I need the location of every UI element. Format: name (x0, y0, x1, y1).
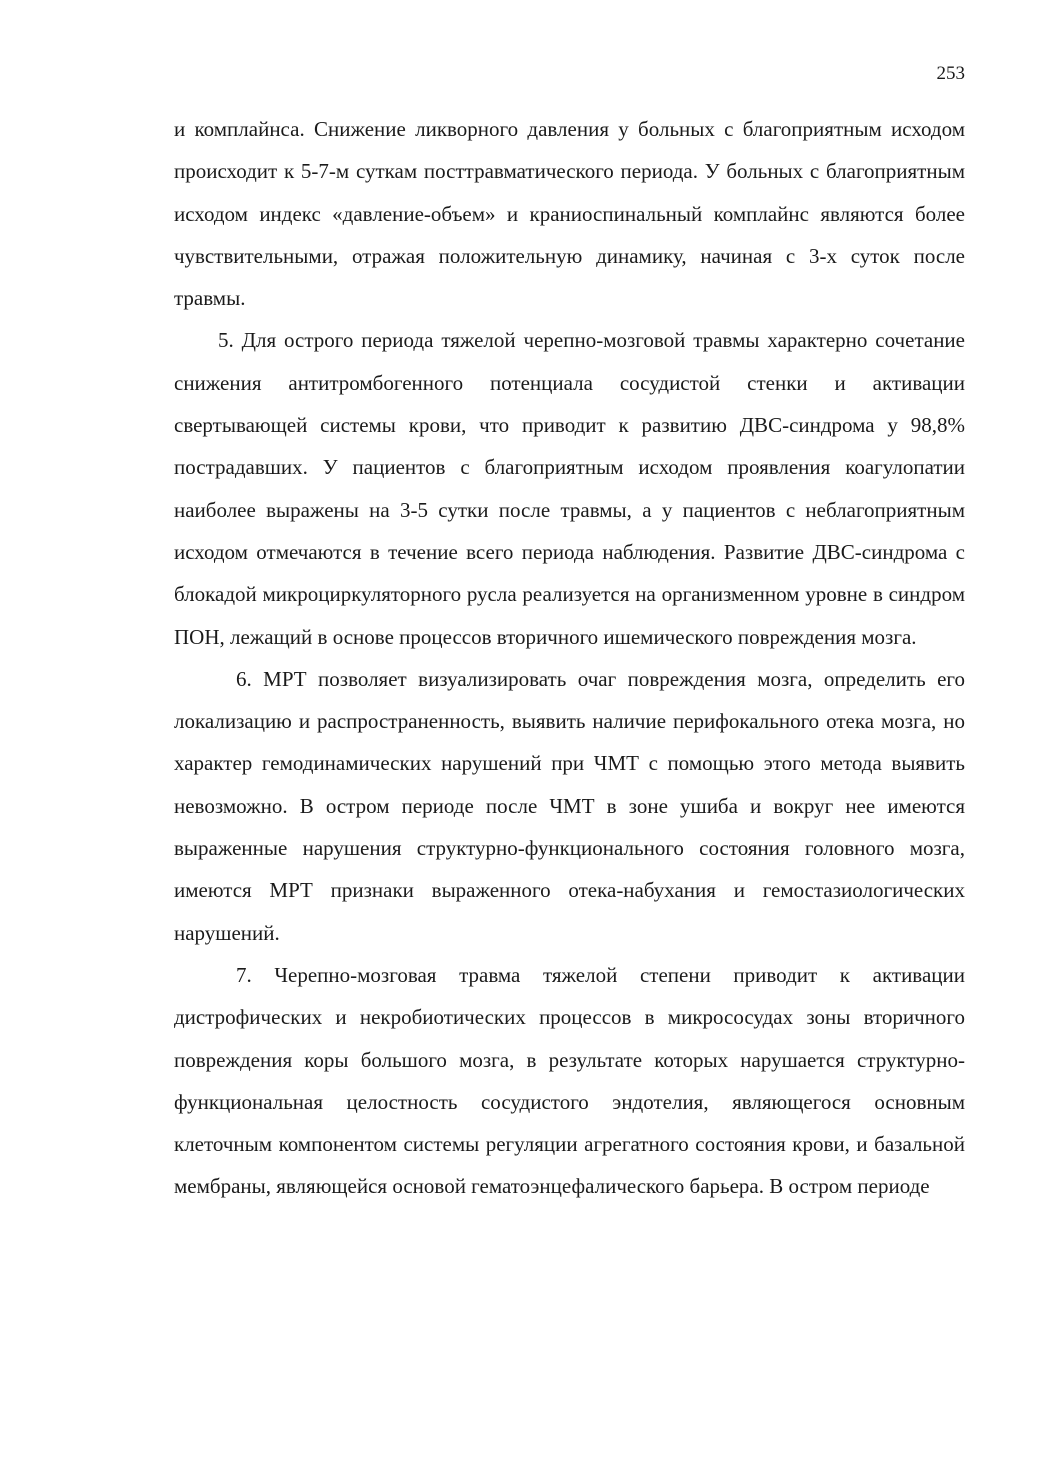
page-number: 253 (936, 63, 965, 84)
paragraph-item-5: 5. Для острого периода тяжелой черепно-мозговой травмы характерно сочетание снижения антитромбогенного потенциала сосудистой стенки и активации свертывающей системы крови, что приводит к развитию ДВС-синдрома у 98,8% пострадавших. У пациентов с благоприятным исходом проявления коагулопатии наиболее выражены на 3-5 сутки после травмы, а у пациентов с неблагоприятным исходом отмечаются в течение всего периода наблюдения. Развитие ДВС-синдрома с блокадой микроциркуляторного русла реализуется на организменном уровне в синдром ПОН, лежащий в основе процессов вторичного ишемического повреждения мозга. (174, 328, 965, 649)
paragraph-item-7: 7. Черепно-мозговая травма тяжелой степени приводит к активации дистрофических и некробиотических процессов в микрососудах зоны вторичного повреждения коры большого мозга, в результате которых нарушается структурно-функциональная целостность сосудистого эндотелия, являющегося основным клеточным компонентом системы регуляции агрегатного состояния крови, и базальной мембраны, являющейся основой гематоэнцефалического барьера. В остром периоде (174, 962, 965, 1199)
paragraph-item-6: 6. МРТ позволяет визуализировать очаг повреждения мозга, определить его локализацию и распространенность, выявить наличие перифокального отека мозга, но характер гемодинамических нарушений при ЧМТ с помощью этого метода выявить невозможно. В остром периоде после ЧМТ в зоне ушиба и вокруг нее имеются выраженные нарушения структурно-функционального состояния головного мозга, имеются МРТ признаки выраженного отека-набухания и гемостазиологических нарушений. (174, 666, 965, 945)
body-text (174, 108, 965, 1208)
paragraph-continuation: и комплайнса. Снижение ликворного давления у больных с благоприятным исходом происходит к 5-7-м суткам посттравматического периода. У больных с благоприятным исходом индекс «давление-объем» и краниоспинальный комплайнс являются более чувствительными, отражая положительную динамику, начиная с 3-х суток после травмы. (174, 117, 965, 311)
